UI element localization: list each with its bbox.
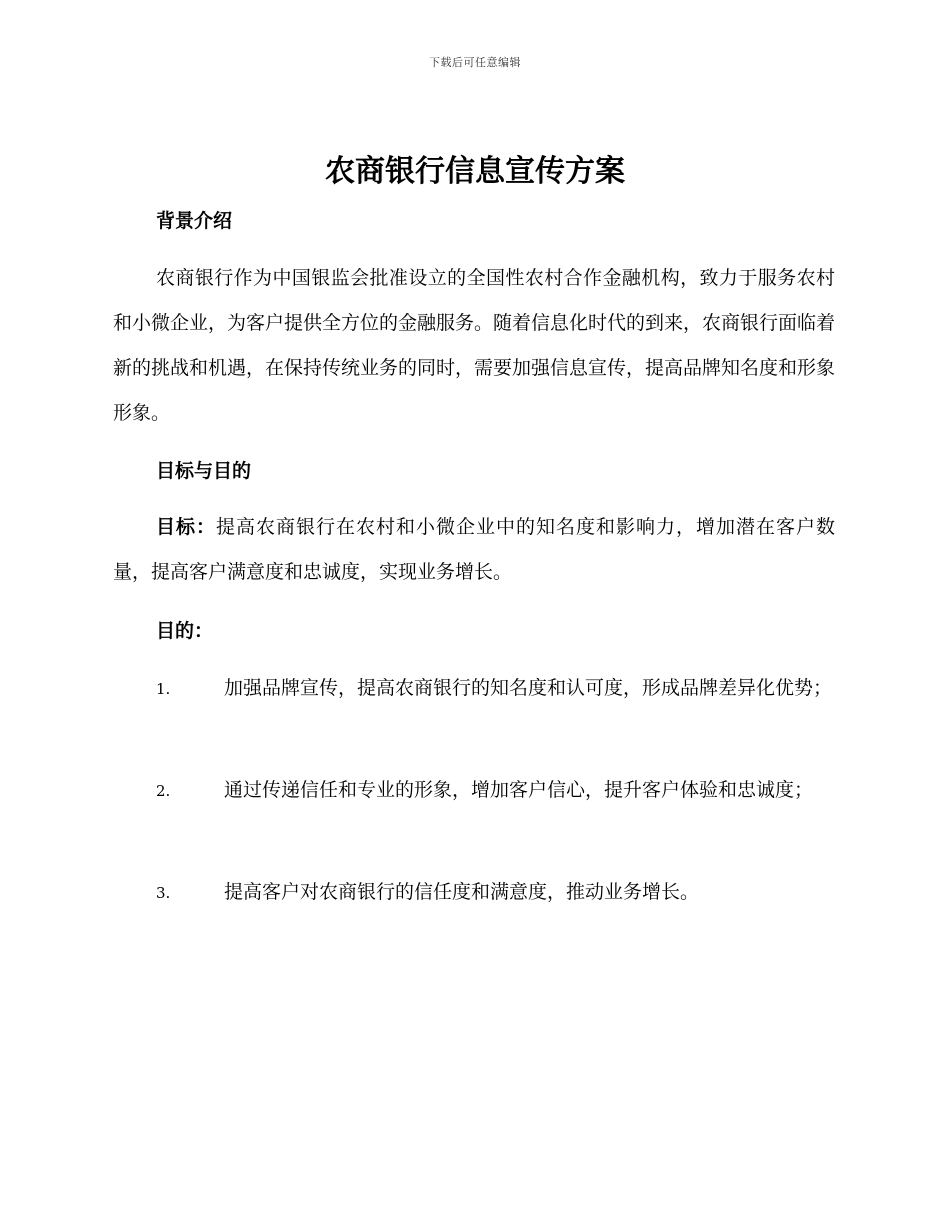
goal-label: 目标： bbox=[156, 516, 216, 538]
list-item-number: 1. bbox=[156, 680, 171, 698]
goal-paragraph bbox=[113, 505, 835, 595]
background-paragraph: 农商银行作为中国银监会批准设立的全国性农村合作金融机构，致力于服务农村和小微企业，为客户提供全方位的金融服务。随着信息化时代的到来，农商银行面临着新的挑战和机遇，在保持传统业务的同时，需要加强信息宣传，提高品牌知名度和形象形象。 bbox=[113, 267, 836, 424]
list-item bbox=[113, 768, 835, 814]
background-heading: 背景介绍 bbox=[156, 210, 233, 232]
list-item-text: 通过传递信任和专业的形象，增加客户信心，提升客户体验和忠诚度； bbox=[224, 779, 814, 801]
goal-text: 提高农商银行在农村和小微企业中的知名度和影响力，增加潜在客户数量，提高客户满意度和忠诚度，实现业务增长。 bbox=[113, 516, 835, 583]
goals-heading: 目标与目的 bbox=[156, 460, 252, 482]
list-item-text: 提高客户对农商银行的信任度和满意度，推动业务增长。 bbox=[224, 881, 700, 903]
document-title: 农商银行信息宣传方案 bbox=[325, 154, 625, 189]
header-note: 下载后可任意编辑 bbox=[429, 56, 521, 69]
purpose-heading: 目的： bbox=[156, 620, 214, 642]
list-item bbox=[113, 870, 835, 916]
list-item-text: 加强品牌宣传，提高农商银行的知名度和认可度，形成品牌差异化优势； bbox=[224, 677, 833, 699]
list-item-number: 2. bbox=[156, 782, 171, 800]
list-item bbox=[113, 666, 835, 712]
list-item-number: 3. bbox=[156, 884, 171, 902]
